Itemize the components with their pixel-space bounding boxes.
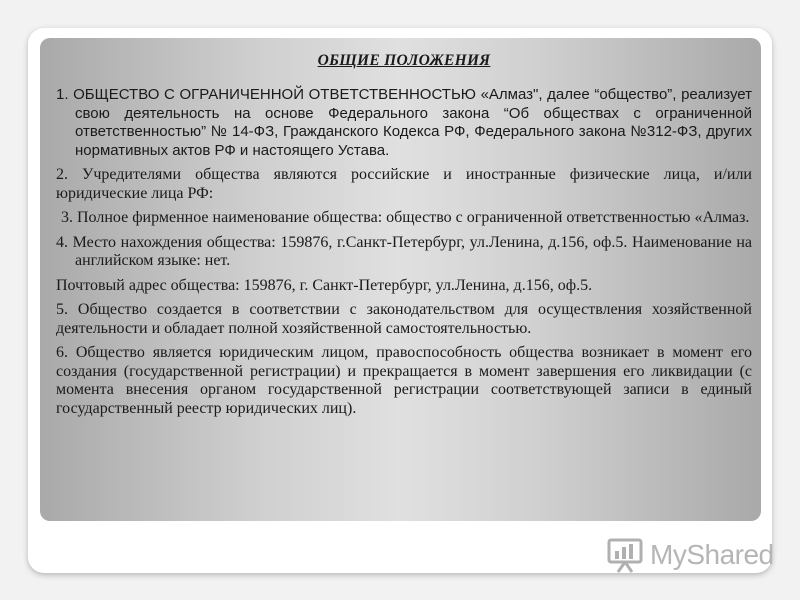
paragraph-1: 1. ОБЩЕСТВО С ОГРАНИЧЕННОЙ ОТВЕТСТВЕННОСТЬЮ «Алмаз", далее “общество”, реализует свою деятельность на основе Федерального закона “Об обществах с ограниченной ответственностью” № 14-ФЗ, Гражданского Кодекса РФ, Федерального закона №312-ФЗ, других нормативных актов РФ и настоящего Устава. <box>56 86 752 159</box>
myshared-watermark <box>606 536 774 574</box>
slide-content <box>56 52 752 424</box>
paragraph-6: 6. Общество является юридическим лицом, правоспособность общества возникает в момент его создания (государственной регистрации) и прекращается в момент завершения его ликвидации (с момента внесения органом государственной регистрации соответствующей записи в единый государственный реестр юридических лиц). <box>56 344 752 417</box>
watermark-brand-text: MyShared <box>650 539 774 570</box>
paragraph-4: 4. Место нахождения общества: 159876, г.Санкт-Петербург, ул.Ленина, д.156, оф.5. Наименование на английском языке: нет. <box>56 233 752 269</box>
paragraph-5: 5. Общество создается в соответствии с законодательством для осуществления хозяйственной деятельности и обладает полной хозяйственной самостоятельностью. <box>56 301 752 337</box>
document-title: ОБЩИЕ ПОЛОЖЕНИЯ <box>317 52 491 69</box>
paragraph-postal-address: Почтовый адрес общества: 159876, г. Санкт-Петербург, ул.Ленина, д.156, оф.5. <box>56 276 593 294</box>
paragraph-2: 2. Учредителями общества являются российские и иностранные физические лица, и/или юридические лица РФ: <box>56 166 752 202</box>
presentation-board-icon <box>606 536 644 574</box>
paragraph-3: 3. Полное фирменное наименование общества: общество с ограниченной ответственностью «Алмаз. <box>61 209 750 226</box>
